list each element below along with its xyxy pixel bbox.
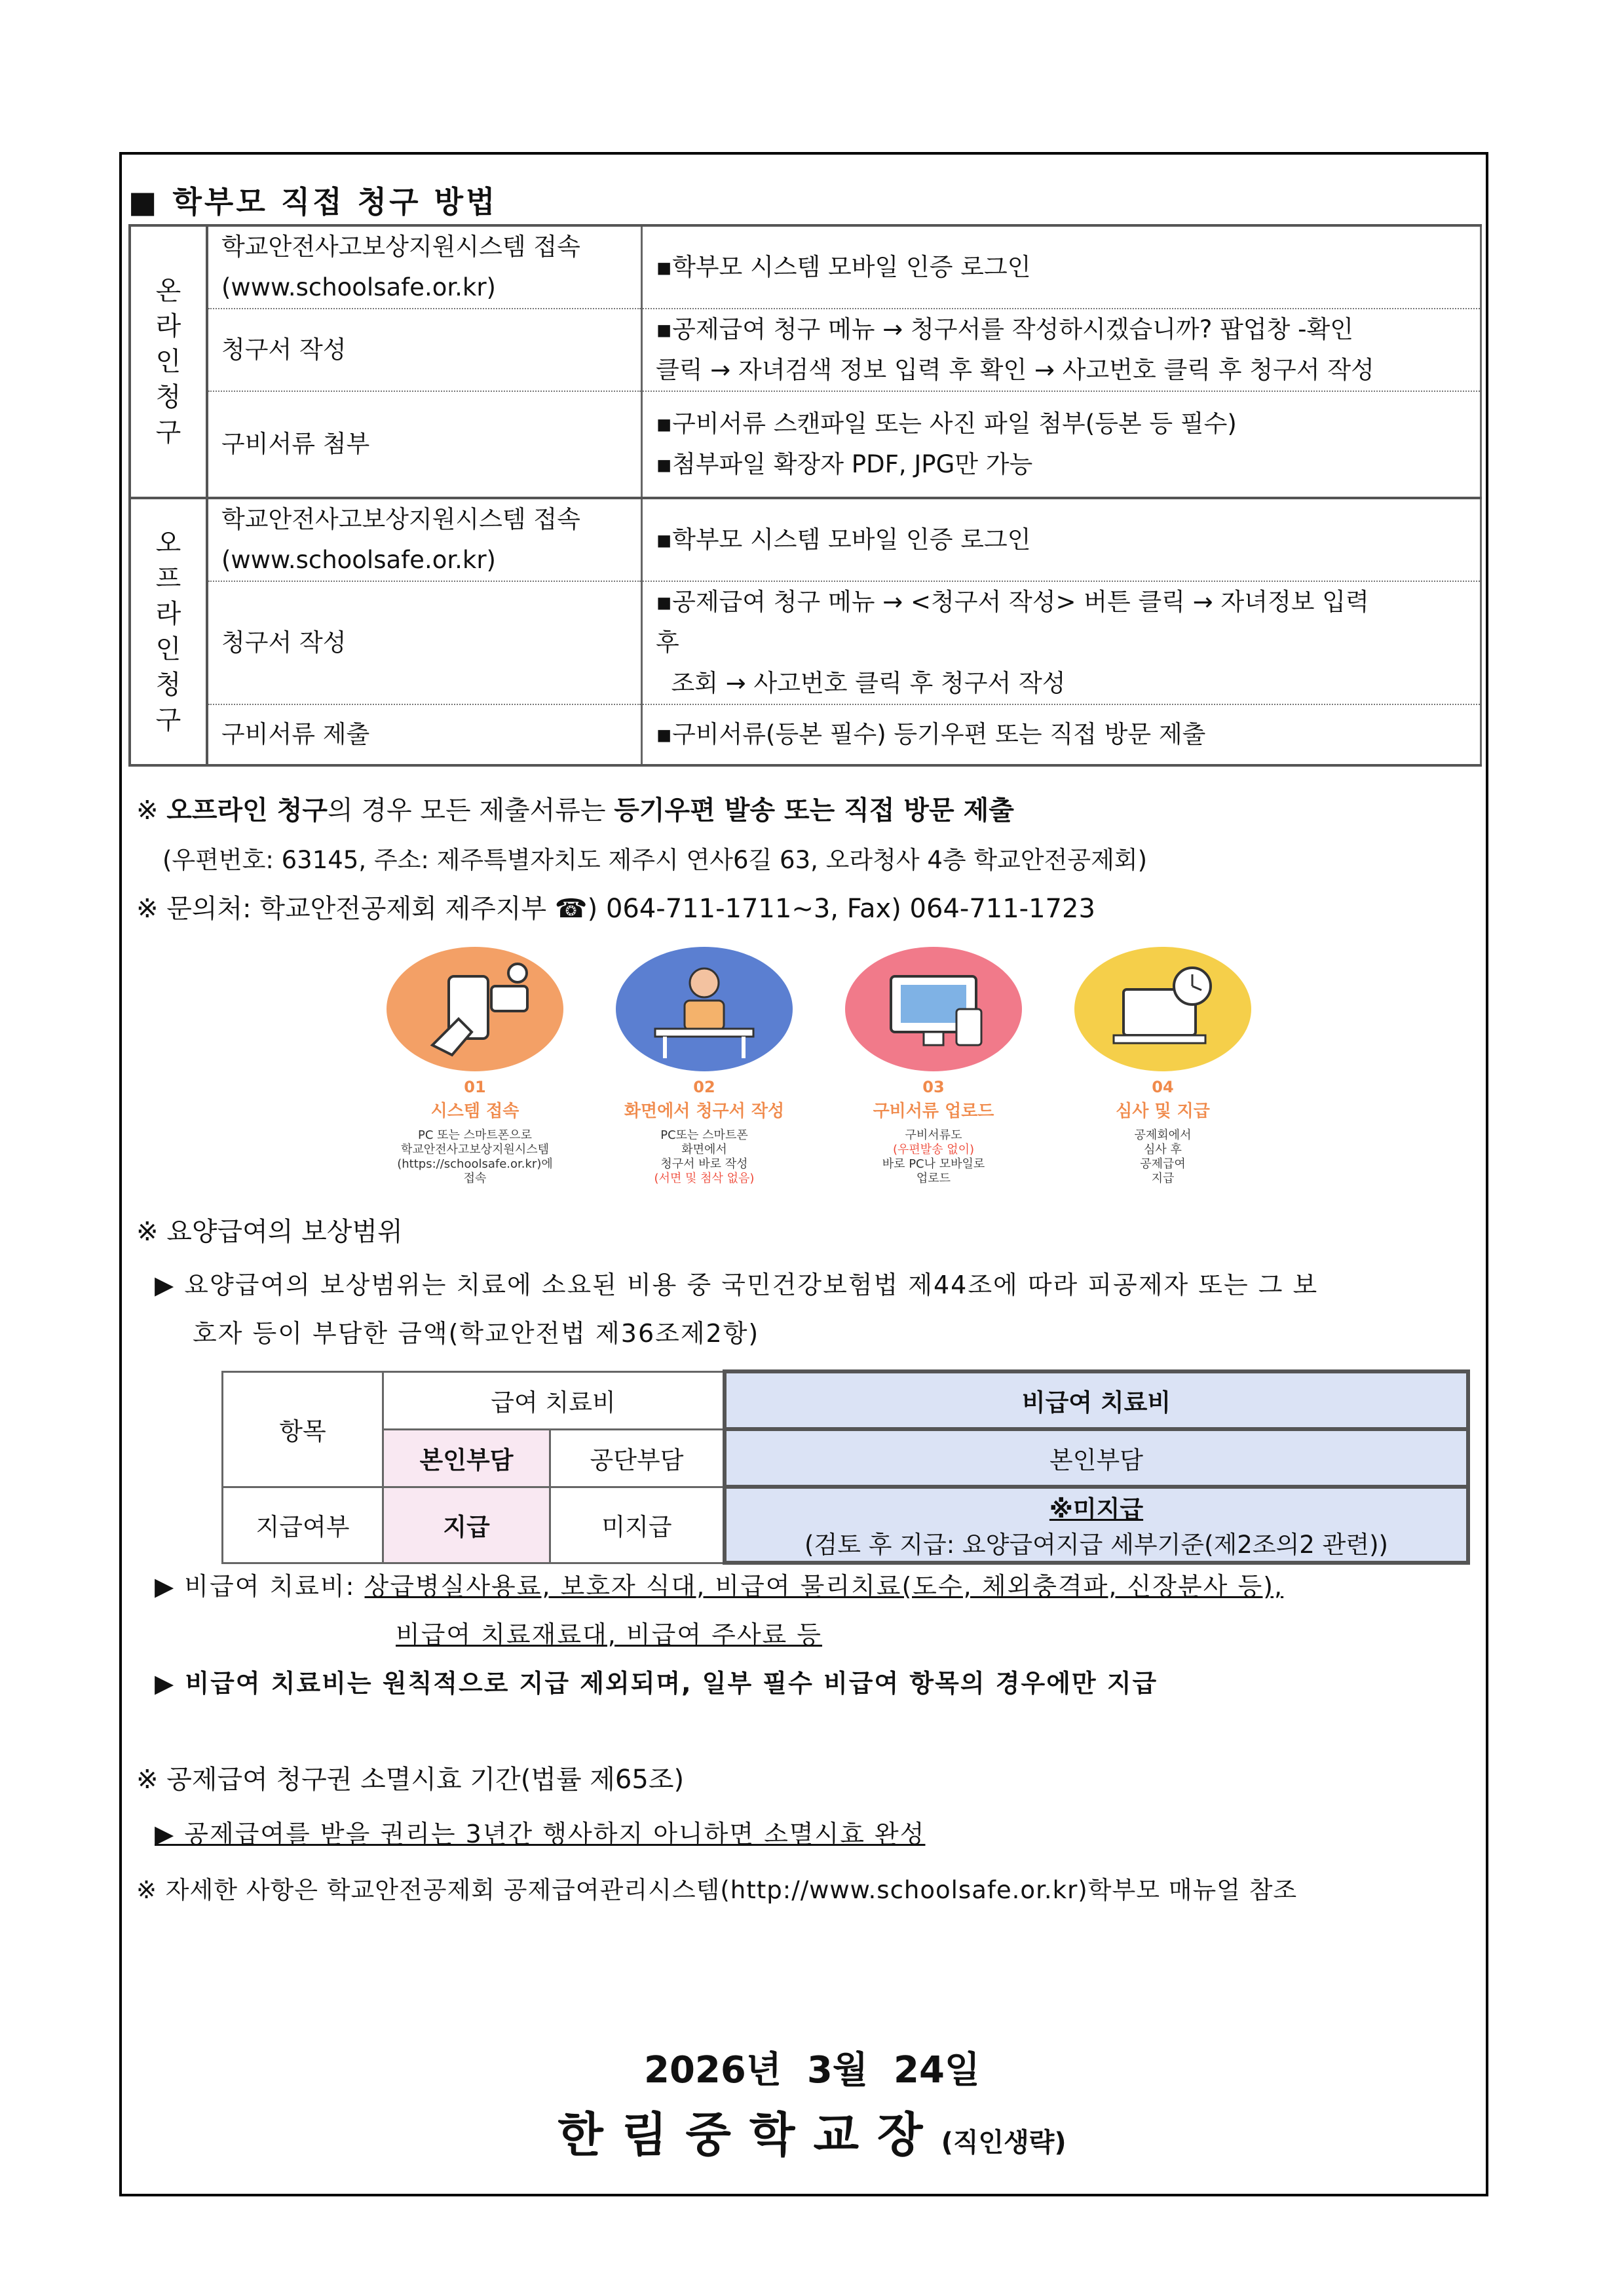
online-claim-label: 온 라 인 청 구	[130, 225, 207, 498]
step-description	[603, 1128, 806, 1186]
step-label: 구비서류 제출	[221, 720, 370, 748]
table-row	[223, 1371, 1469, 1429]
step-description	[832, 1128, 1035, 1186]
desc-line: 학교안전사고보상지원시스템	[400, 1143, 550, 1157]
desc-line: 구비서류도	[905, 1128, 962, 1142]
desc-line: 업로드	[916, 1172, 951, 1185]
step-cell	[207, 581, 642, 704]
step-cell	[207, 498, 642, 581]
table-row	[223, 1429, 1469, 1487]
noncovered-status-cell	[725, 1487, 1468, 1563]
claim-steps-infographic	[373, 947, 1264, 1185]
noncovered-items	[155, 1566, 1283, 1602]
note-text: 의 경우 모든 제출서류는	[328, 795, 614, 826]
row-label: 지급여부	[223, 1487, 383, 1563]
instruction-line: ▪구비서류 스캔파일 또는 사진 파일 첨부(등본 등 필수)	[656, 410, 1237, 438]
desc-line: 공제급여	[1140, 1157, 1186, 1171]
step-number: 04	[1152, 1078, 1174, 1096]
instruction-line: ▪공제급여 청구 메뉴 → <청구서 작성> 버튼 클릭 → 자녀정보 입력	[656, 588, 1369, 616]
covered-header: 급여 치료비	[383, 1371, 725, 1429]
instruction-line: 클릭 → 자녀검색 정보 입력 후 확인 → 사고번호 클릭 후 청구서 작성	[656, 356, 1374, 384]
desc-line: 청구서 바로 작성	[660, 1157, 748, 1171]
signature	[0, 2097, 1624, 2165]
step-cell	[207, 391, 642, 498]
corp-pay-status: 미지급	[550, 1487, 725, 1563]
table-row	[130, 309, 1481, 391]
instruction-line: ▪첨부파일 확장자 PDF, JPG만 가능	[656, 450, 1033, 478]
prescription-rule: ▶ 공제급여를 받을 권리는 3년간 행사하지 아니하면 소멸시효 완성	[155, 1820, 926, 1848]
monitor-upload-icon	[845, 947, 1022, 1071]
self-pay-status: 지급	[383, 1487, 550, 1563]
step-title: 심사 및 지급	[1116, 1101, 1210, 1121]
offline-claim-label: 오 프 라 인 청 구	[130, 498, 207, 765]
step-card-03	[832, 947, 1035, 1185]
instruction-line: 조회 → 사고번호 클릭 후 청구서 작성	[656, 669, 1066, 697]
noncovered-detail: (검토 후 지급: 요양급여지급 세부기준(제2조의2 관련))	[804, 1531, 1388, 1559]
noncovered-list-cont: 비급여 치료재료대, 비급여 주사료 등	[396, 1620, 823, 1649]
step-cell	[207, 309, 642, 391]
instruction-line: 후	[656, 628, 679, 657]
issue-date: 2026년 3월 24일	[643, 2049, 981, 2092]
principal-name: 한림중학교장	[557, 2107, 941, 2162]
desc-line: 화면에서	[681, 1143, 727, 1157]
desc-line: PC또는 스마트폰	[660, 1128, 748, 1142]
note-prefix: ※	[136, 795, 167, 826]
coverage-table	[221, 1369, 1470, 1565]
prescription-heading: ※ 공제급여 청구권 소멸시효 기간(법률 제65조)	[136, 1765, 685, 1795]
corp-pay-header: 공단부담	[550, 1429, 725, 1487]
instruction-line: ▪공제급여 청구 메뉴 → 청구서를 작성하시겠습니까? 팝업창 -확인	[656, 315, 1353, 343]
noncovered-prefix: ▶ 비급여 치료비:	[155, 1572, 365, 1601]
instruction-line: ▪학부모 시스템 모바일 인증 로그인	[656, 253, 1031, 281]
instruction-cell	[642, 581, 1481, 704]
detail-note: ※ 자세한 사항은 학교안전공제회 공제급여관리시스템(http://www.schoolsafe.or.kr)학부모 매뉴얼 참조	[136, 1876, 1298, 1904]
coverage-desc-line: ▶ 요양급여의 보상범위는 치료에 소요된 비용 중 국민건강보험법 제44조에 따라 피공제자 또는 그 보	[155, 1271, 1319, 1299]
step-cell	[207, 704, 642, 765]
step-card-01	[373, 947, 576, 1185]
coverage-desc-line: 호자 등이 부담한 금액(학교안전법 제36조제2항)	[193, 1319, 760, 1348]
desc-line-red: (우편발송 없이)	[892, 1143, 975, 1157]
step-number: 03	[922, 1078, 945, 1096]
table-row	[223, 1487, 1469, 1563]
instruction-cell	[642, 391, 1481, 498]
desc-line: 접속	[463, 1172, 487, 1185]
item-header: 항목	[223, 1371, 383, 1487]
step-number: 02	[693, 1078, 715, 1096]
person-at-desk-icon	[616, 947, 793, 1071]
offline-note	[136, 790, 1014, 827]
instruction-cell	[642, 704, 1481, 765]
noncovered-self-pay: 본인부담	[725, 1429, 1468, 1487]
step-title: 화면에서 청구서 작성	[624, 1101, 785, 1121]
step-title: 시스템 접속	[430, 1101, 519, 1121]
section-title: ■ 학부모 직접 청구 방법	[128, 184, 498, 220]
step-label: 구비서류 첨부	[221, 430, 370, 458]
table-row	[130, 581, 1481, 704]
desc-line: 지급	[1151, 1172, 1175, 1185]
coverage-heading: ※ 요양급여의 보상범위	[136, 1217, 403, 1247]
step-url: (www.schoolsafe.or.kr)	[221, 273, 496, 301]
laptop-clock-icon	[1074, 947, 1251, 1071]
mailing-address: (우편번호: 63145, 주소: 제주특별자치도 제주시 연사6길 63, 오라청사 4층 학교안전공제회)	[162, 846, 1148, 874]
step-label: 학교안전사고보상지원시스템 접속	[221, 505, 580, 533]
instruction-line: ▪학부모 시스템 모바일 인증 로그인	[656, 526, 1031, 554]
step-title: 구비서류 업로드	[873, 1101, 994, 1121]
instruction-cell	[642, 498, 1481, 581]
step-number: 01	[464, 1078, 486, 1096]
seal-omitted-note: (직인생략)	[941, 2128, 1067, 2158]
desc-line: 공제회에서	[1134, 1128, 1192, 1142]
step-label: 학교안전사고보상지원시스템 접속	[221, 233, 580, 261]
table-row	[130, 704, 1481, 765]
step-description	[1061, 1128, 1264, 1186]
desc-line: 심사 후	[1144, 1143, 1182, 1157]
table-row	[130, 498, 1481, 581]
claim-method-table	[128, 224, 1482, 767]
step-card-04	[1061, 947, 1264, 1185]
desc-line: PC 또는 스마트폰으로	[418, 1128, 532, 1142]
step-url: (www.schoolsafe.or.kr)	[221, 546, 496, 574]
noncovered-rule: ▶ 비급여 치료비는 원칙적으로 지급 제외되며, 일부 필수 비급여 항목의 경우에만 지급	[155, 1669, 1158, 1698]
step-cell	[207, 225, 642, 309]
note-bold-mail: 등기우편 발송 또는 직접 방문 제출	[614, 795, 1014, 826]
noncovered-list: 상급병실사용료, 보호자 식대, 비급여 물리치료(도수, 체외충격파, 신장분사 등),	[364, 1572, 1284, 1601]
contact-info: ※ 문의처: 학교안전공제회 제주지부 ☎) 064-711-1711~3, Fax) 064-711-1723	[136, 894, 1095, 924]
noncovered-status: ※미지급	[1049, 1495, 1144, 1523]
instruction-cell	[642, 309, 1481, 391]
table-row	[130, 225, 1481, 309]
step-label: 청구서 작성	[221, 335, 347, 364]
table-row	[130, 391, 1481, 498]
desc-line-red: (서면 및 첨삭 없음)	[654, 1172, 755, 1185]
note-bold-offline: 오프라인 청구	[166, 795, 328, 826]
self-pay-header: 본인부담	[383, 1429, 550, 1487]
desc-line: (https://schoolsafe.or.kr)에	[397, 1157, 553, 1171]
desc-line: 바로 PC나 모바일로	[882, 1157, 985, 1171]
noncovered-header: 비급여 치료비	[725, 1371, 1468, 1429]
step-description	[373, 1128, 576, 1186]
instruction-line: ▪구비서류(등본 필수) 등기우편 또는 직접 방문 제출	[656, 720, 1206, 748]
step-label: 청구서 작성	[221, 628, 347, 657]
step-card-02	[603, 947, 806, 1185]
smartphone-icon	[387, 947, 563, 1071]
instruction-cell	[642, 225, 1481, 309]
